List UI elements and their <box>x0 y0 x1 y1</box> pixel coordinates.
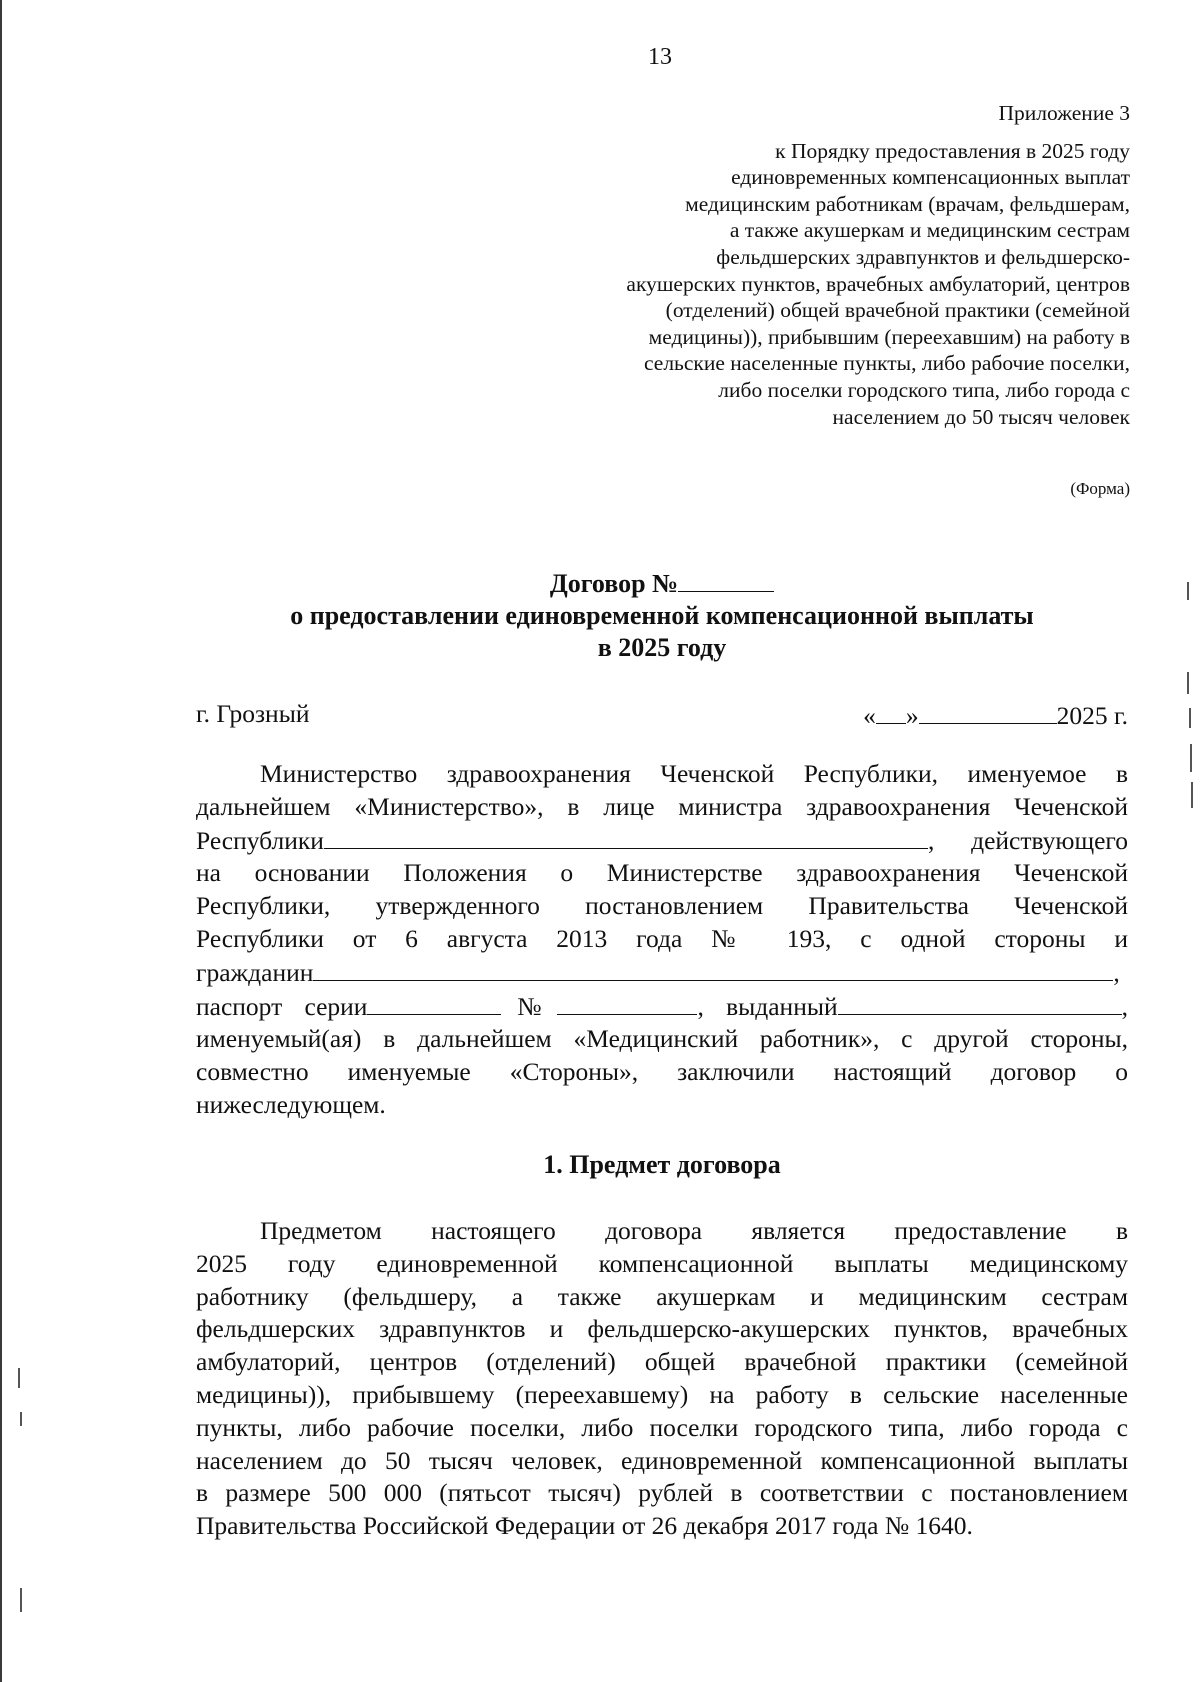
appendix-line: к Порядку предоставления в 2025 году <box>775 138 1130 163</box>
text-fragment: , <box>1113 957 1120 987</box>
text-line: населением до 50 тысяч человек, единовременной компенсационной выплаты <box>196 1445 1128 1475</box>
text-fragment: , действующего <box>927 825 1128 855</box>
text-line: нижеследующем. <box>196 1089 386 1119</box>
text-line: дальнейшем «Министерство», в лице министра здравоохранения Чеченской <box>196 791 1128 821</box>
text-line: в размере 500 000 (пятьсот тысяч) рублей в соответствии с постановлением <box>196 1478 1128 1508</box>
text-line: на основании Положения о Министерстве здравоохранения Чеченской <box>196 858 1128 888</box>
page-number: 13 <box>648 44 672 70</box>
place-date-line <box>196 699 1128 729</box>
scan-mark <box>1187 672 1189 694</box>
appendix-title: Приложение 3 <box>998 101 1130 125</box>
contract-number-line <box>196 567 1128 600</box>
appendix-line: сельские населенные пункты, либо рабочие поселки, <box>643 351 1130 376</box>
appendix-line: акушерских пунктов, врачебных амбулаторий, центров <box>626 271 1130 296</box>
scan-left-edge <box>0 0 2 1682</box>
date-open-quote: « <box>863 701 876 730</box>
contract-number-blank <box>678 567 774 592</box>
date-close-quote: » <box>905 701 919 730</box>
appendix-line: либо поселки городского типа, либо города с <box>718 377 1130 402</box>
minister-name-blank <box>324 824 928 849</box>
date-year: 2025 г. <box>1056 701 1128 730</box>
scan-mark <box>1189 708 1191 728</box>
appendix-line: (отделений) общей врачебной практики (семейной <box>665 298 1130 323</box>
text-fragment: , <box>1121 991 1128 1021</box>
text-fragment: Республики <box>196 825 324 855</box>
text-fragment: , выданный <box>697 991 838 1021</box>
passport-issuer-blank <box>838 990 1122 1015</box>
scan-mark <box>20 1588 22 1612</box>
text-line: медицины)), прибывшему (переехавшему) на работу в сельские населенные <box>196 1379 1128 1409</box>
contract-title <box>196 567 1128 664</box>
month-blank <box>919 699 1057 724</box>
citizen-name-blank <box>313 956 1113 981</box>
scan-mark <box>18 1368 20 1388</box>
text-line: Республики от 6 августа 2013 года № 193, с одной стороны и <box>196 923 1128 953</box>
intro-paragraph <box>196 758 1128 1122</box>
minister-line <box>196 824 1128 858</box>
text-line: Правительства Российской Федерации от 26 декабря 2017 года № 1640. <box>196 1511 973 1541</box>
day-blank <box>876 699 906 724</box>
text-line: совместно именуемые «Стороны», заключили настоящий договор о <box>196 1057 1128 1087</box>
scan-mark <box>1191 782 1193 808</box>
text-line: именуемый(ая) в дальнейшем «Медицинский работник», с другой стороны, <box>196 1024 1128 1054</box>
text-fragment: № <box>501 991 558 1021</box>
contract-year-line: в 2025 году <box>597 633 727 662</box>
text-line: работнику (фельдшеру, а также акушеркам и медицинским сестрам <box>196 1281 1128 1311</box>
text-line: пункты, либо рабочие поселки, либо поселки городского типа, либо города с <box>196 1412 1128 1442</box>
appendix-line: единовременных компенсационных выплат <box>731 165 1130 190</box>
appendix-line: фельдшерских здравпунктов и фельдшерско- <box>716 244 1130 269</box>
scan-mark <box>1187 582 1189 600</box>
text-line: фельдшерских здравпунктов и фельдшерско-акушерских пунктов, врачебных <box>196 1314 1128 1344</box>
section-heading: 1. Предмет договора <box>543 1150 781 1179</box>
contract-date <box>863 699 1128 731</box>
contract-title-prefix: Договор № <box>549 569 679 598</box>
appendix-line: медицинским работникам (врачам, фельдшерам, <box>685 191 1130 216</box>
passport-series-blank <box>367 990 501 1015</box>
appendix-block <box>490 100 1130 430</box>
text-line: Предметом настоящего договора является предоставление в <box>260 1216 1128 1245</box>
form-label: (Форма) <box>1070 479 1130 498</box>
contract-subtitle: о предоставлении единовременной компенсационной выплаты <box>290 601 1034 630</box>
city: г. Грозный <box>196 699 310 728</box>
section1-paragraph <box>196 1215 1128 1543</box>
text-line: 2025 году единовременной компенсационной выплаты медицинскому <box>196 1248 1128 1278</box>
text-fragment: паспорт серии <box>196 991 368 1021</box>
text-line: Республики, утвержденного постановлением Правительства Чеченской <box>196 891 1128 921</box>
text-fragment: гражданин <box>196 957 314 987</box>
scan-mark <box>20 1412 22 1426</box>
passport-number-blank <box>557 990 697 1015</box>
text-line: амбулаторий, центров (отделений) общей врачебной практики (семейной <box>196 1347 1128 1377</box>
citizen-line <box>196 956 1128 990</box>
appendix-line: а также акушеркам и медицинским сестрам <box>729 218 1130 243</box>
passport-line <box>196 990 1128 1024</box>
appendix-line: населением до 50 тысяч человек <box>832 404 1130 429</box>
appendix-line: медицины)), прибывшим (переехавшим) на работу в <box>648 324 1130 349</box>
scan-mark <box>1190 744 1192 772</box>
text-line: Министерство здравоохранения Чеченской Республики, именуемое в <box>260 759 1128 788</box>
